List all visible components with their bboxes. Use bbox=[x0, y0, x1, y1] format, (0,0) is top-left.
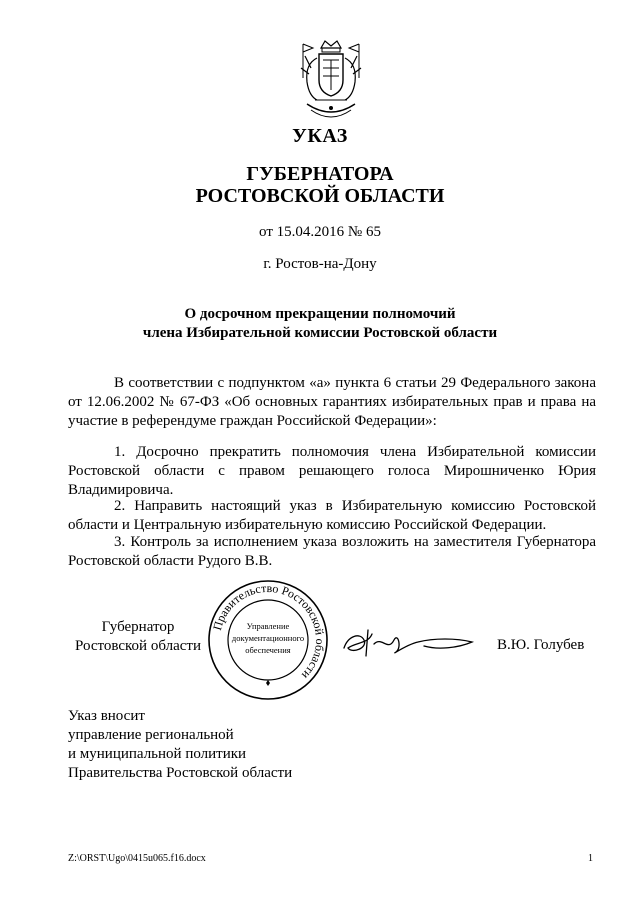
signatory-position bbox=[68, 618, 208, 656]
introducer-line3: и муниципальной политики bbox=[68, 746, 247, 762]
introducer-line1: Указ вносит bbox=[68, 708, 145, 724]
document-type: УКАЗ bbox=[292, 125, 348, 147]
stamp-center-line3: обеспечения bbox=[245, 645, 291, 655]
introducer-block bbox=[68, 707, 292, 783]
item-1-line1: 1. Досрочно прекратить полномочия члена Избирательной комиссии bbox=[114, 444, 596, 460]
item-1-line3: Владимировича. bbox=[68, 482, 174, 498]
issuer-title-line2: РОСТОВСКОЙ ОБЛАСТИ bbox=[195, 185, 445, 207]
item-1-line2: Ростовской области с правом решающего голоса Мирошниченко Юрия bbox=[68, 463, 596, 479]
footer-file-path: Z:\ORST\Ugo\0415u065.f16.docx bbox=[68, 853, 206, 864]
introducer-line4: Правительства Ростовской области bbox=[68, 765, 293, 781]
issuer-title-line1: ГУБЕРНАТОРА bbox=[246, 163, 394, 185]
item-2-paragraph bbox=[68, 497, 596, 535]
preamble-line1: В соответствии с подпунктом «а» пункта 6 статьи 29 Федерального закона bbox=[114, 375, 596, 391]
document-city: г. Ростов-на-Дону bbox=[263, 256, 377, 272]
stamp-center-line1: Управление bbox=[246, 621, 290, 631]
subject-line2: члена Избирательной комиссии Ростовской области bbox=[142, 325, 498, 341]
signatory-position-line1: Губернатор bbox=[101, 619, 175, 635]
stamp-ring-text: Правительство Ростовской области bbox=[210, 580, 328, 683]
item-3-line2: Ростовской области Рудого В.В. bbox=[68, 553, 273, 569]
coat-of-arms-emblem bbox=[297, 38, 365, 128]
preamble-paragraph bbox=[68, 374, 596, 431]
item-3-line1: 3. Контроль за исполнением указа возложить на заместителя Губернатора bbox=[114, 534, 596, 550]
item-1-paragraph bbox=[68, 443, 596, 500]
official-stamp bbox=[206, 578, 330, 702]
signatory-name: В.Ю. Голубев bbox=[497, 637, 585, 653]
item-2-line1: 2. Направить настоящий указ в Избирательную комиссию Ростовской bbox=[114, 498, 596, 514]
stamp-center-line2: документационного bbox=[231, 633, 305, 643]
handwritten-signature bbox=[338, 622, 478, 664]
document-date-number: от 15.04.2016 № 65 bbox=[259, 224, 381, 240]
subject-line1: О досрочном прекращении полномочий bbox=[184, 306, 456, 322]
signatory-position-line2: Ростовской области bbox=[75, 638, 201, 654]
document-subject bbox=[0, 305, 640, 343]
item-3-paragraph bbox=[68, 533, 596, 571]
preamble-line3: участие в референдуме граждан Российской Федерации»: bbox=[68, 413, 437, 429]
footer-page-number: 1 bbox=[588, 853, 593, 864]
introducer-line2: управление региональной bbox=[68, 727, 234, 743]
item-2-line2: области и Центральную избирательную комиссию Российской Федерации. bbox=[68, 517, 547, 533]
preamble-line2: от 12.06.2002 № 67-ФЗ «Об основных гарантиях избирательных прав и права на bbox=[68, 394, 596, 410]
